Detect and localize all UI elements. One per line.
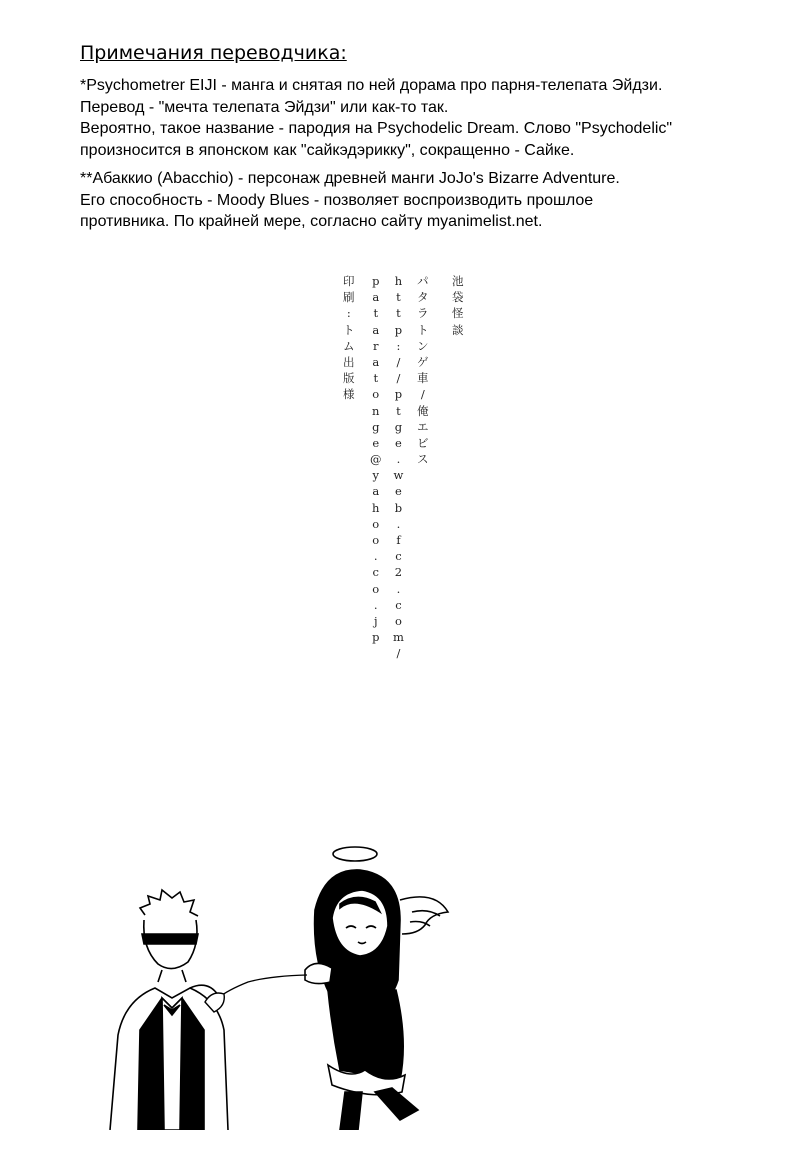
colophon-char: n [372, 403, 380, 418]
translator-notes [80, 42, 770, 240]
colophon-char: . [396, 452, 401, 467]
colophon-char: p [394, 322, 403, 337]
colophon-char: タ [417, 290, 429, 305]
colophon-char: . [396, 516, 401, 531]
colophon-char: ビ [417, 435, 429, 450]
colophon-char: ラ [417, 306, 429, 321]
shoulder-hand [205, 993, 224, 1012]
colophon-col4 [370, 276, 382, 648]
colophon-char: 池 [452, 274, 464, 288]
colophon-col1 [452, 276, 464, 341]
colophon-char: 俺 [417, 403, 429, 418]
note-line: **Абаккио (Abacchio) - персонаж древней манги JoJo's Bizarre Adventure. [80, 170, 620, 187]
colophon-char: a [372, 322, 380, 337]
colophon-char: ゲ [417, 354, 429, 369]
colophon-char: : [396, 338, 401, 353]
colophon-char: h [372, 500, 380, 515]
colophon-char: ト [417, 322, 429, 337]
colophon-char: 袋 [452, 290, 464, 305]
manga-illustration [100, 830, 460, 1130]
colophon-char: p [394, 387, 403, 402]
colophon-col2 [417, 276, 429, 470]
colophon-char: t [396, 306, 401, 321]
note-line: Его способность - Moody Blues - позволяет воспроизводить прошлое [80, 191, 594, 209]
colophon-char: 2 [394, 565, 403, 580]
colophon-char: / [420, 387, 425, 402]
colophon-char: o [394, 613, 402, 628]
colophon-char: 車 [417, 371, 429, 386]
colophon-char: r [373, 338, 379, 353]
colophon-char: o [372, 581, 380, 596]
colophon-char: t [396, 403, 401, 418]
arm-line [218, 975, 307, 998]
colophon-char: @ [370, 452, 382, 467]
colophon-char: g [372, 419, 380, 434]
colophon-char: c [395, 549, 402, 564]
colophon-char: 様 [343, 387, 355, 402]
colophon-char: 版 [343, 371, 355, 386]
colophon-char: c [395, 597, 402, 612]
colophon-char: ン [417, 338, 429, 353]
colophon-char: ム [343, 338, 355, 353]
colophon-char: e [372, 435, 380, 450]
colophon-char: m [393, 630, 404, 645]
colophon-char: / [396, 371, 401, 386]
colophon-char: a [372, 354, 380, 369]
colophon-char: . [373, 549, 378, 564]
colophon-char: g [394, 419, 403, 434]
colophon-char: . [396, 581, 401, 596]
colophon-char: f [396, 533, 401, 547]
colophon-char: t [373, 306, 379, 321]
colophon-char: c [372, 565, 379, 580]
colophon-char: 談 [452, 322, 464, 337]
colophon-col3 [393, 276, 404, 665]
colophon-char: t [396, 290, 401, 305]
colophon-char: p [372, 274, 380, 288]
colophon-char: a [372, 484, 380, 499]
colophon-char: t [373, 371, 379, 386]
colophon-char: : [346, 306, 351, 321]
note-line: Перевод - "мечта телепата Эйдзи" или как-то так. [80, 98, 449, 116]
colophon-char: o [372, 387, 380, 402]
colophon-char: 印 [343, 274, 355, 288]
notes-title: Примечания переводчика: [80, 42, 347, 64]
colophon-char: 怪 [452, 306, 464, 321]
colophon-char: w [393, 468, 404, 483]
colophon-char: o [372, 516, 380, 531]
colophon-char: . [373, 597, 378, 612]
colophon-char: b [394, 500, 403, 515]
blindfolded-man-figure [110, 890, 228, 1130]
note-line: противника. По крайней мере, согласно сайту myanimelist.net. [80, 213, 543, 230]
colophon-char: ス [417, 452, 429, 467]
colophon-char: / [396, 354, 401, 369]
note-line: Вероятно, такое название - пародия на Psychodelic Dream. Слово "Psychodelic" [80, 120, 673, 137]
note-line: произносится в японском как "сайкэдэрикку", сокращенно - Сайке. [80, 141, 575, 159]
colophon-char: / [396, 646, 401, 661]
colophon-char: エ [417, 419, 429, 434]
note-psychometrer [80, 75, 770, 161]
angel-figure [305, 847, 448, 1130]
colophon-char: 刷 [343, 290, 355, 305]
colophon-char: e [395, 435, 402, 450]
colophon-char: y [372, 468, 379, 483]
colophon-char: e [395, 484, 402, 499]
colophon-char: h [394, 274, 403, 288]
colophon-char: a [372, 290, 380, 305]
colophon-char: p [372, 630, 380, 645]
colophon-col5 [343, 276, 355, 406]
note-abacchio [80, 168, 770, 233]
note-line: *Psychometrer EIJI - манга и снятая по ней дорама про парня-телепата Эйдзи. [80, 77, 663, 94]
colophon-char: 出 [343, 354, 355, 369]
colophon-char: ト [343, 322, 355, 337]
colophon-char: パ [417, 274, 429, 288]
colophon-char: o [372, 533, 380, 547]
colophon-char: j [373, 613, 378, 628]
